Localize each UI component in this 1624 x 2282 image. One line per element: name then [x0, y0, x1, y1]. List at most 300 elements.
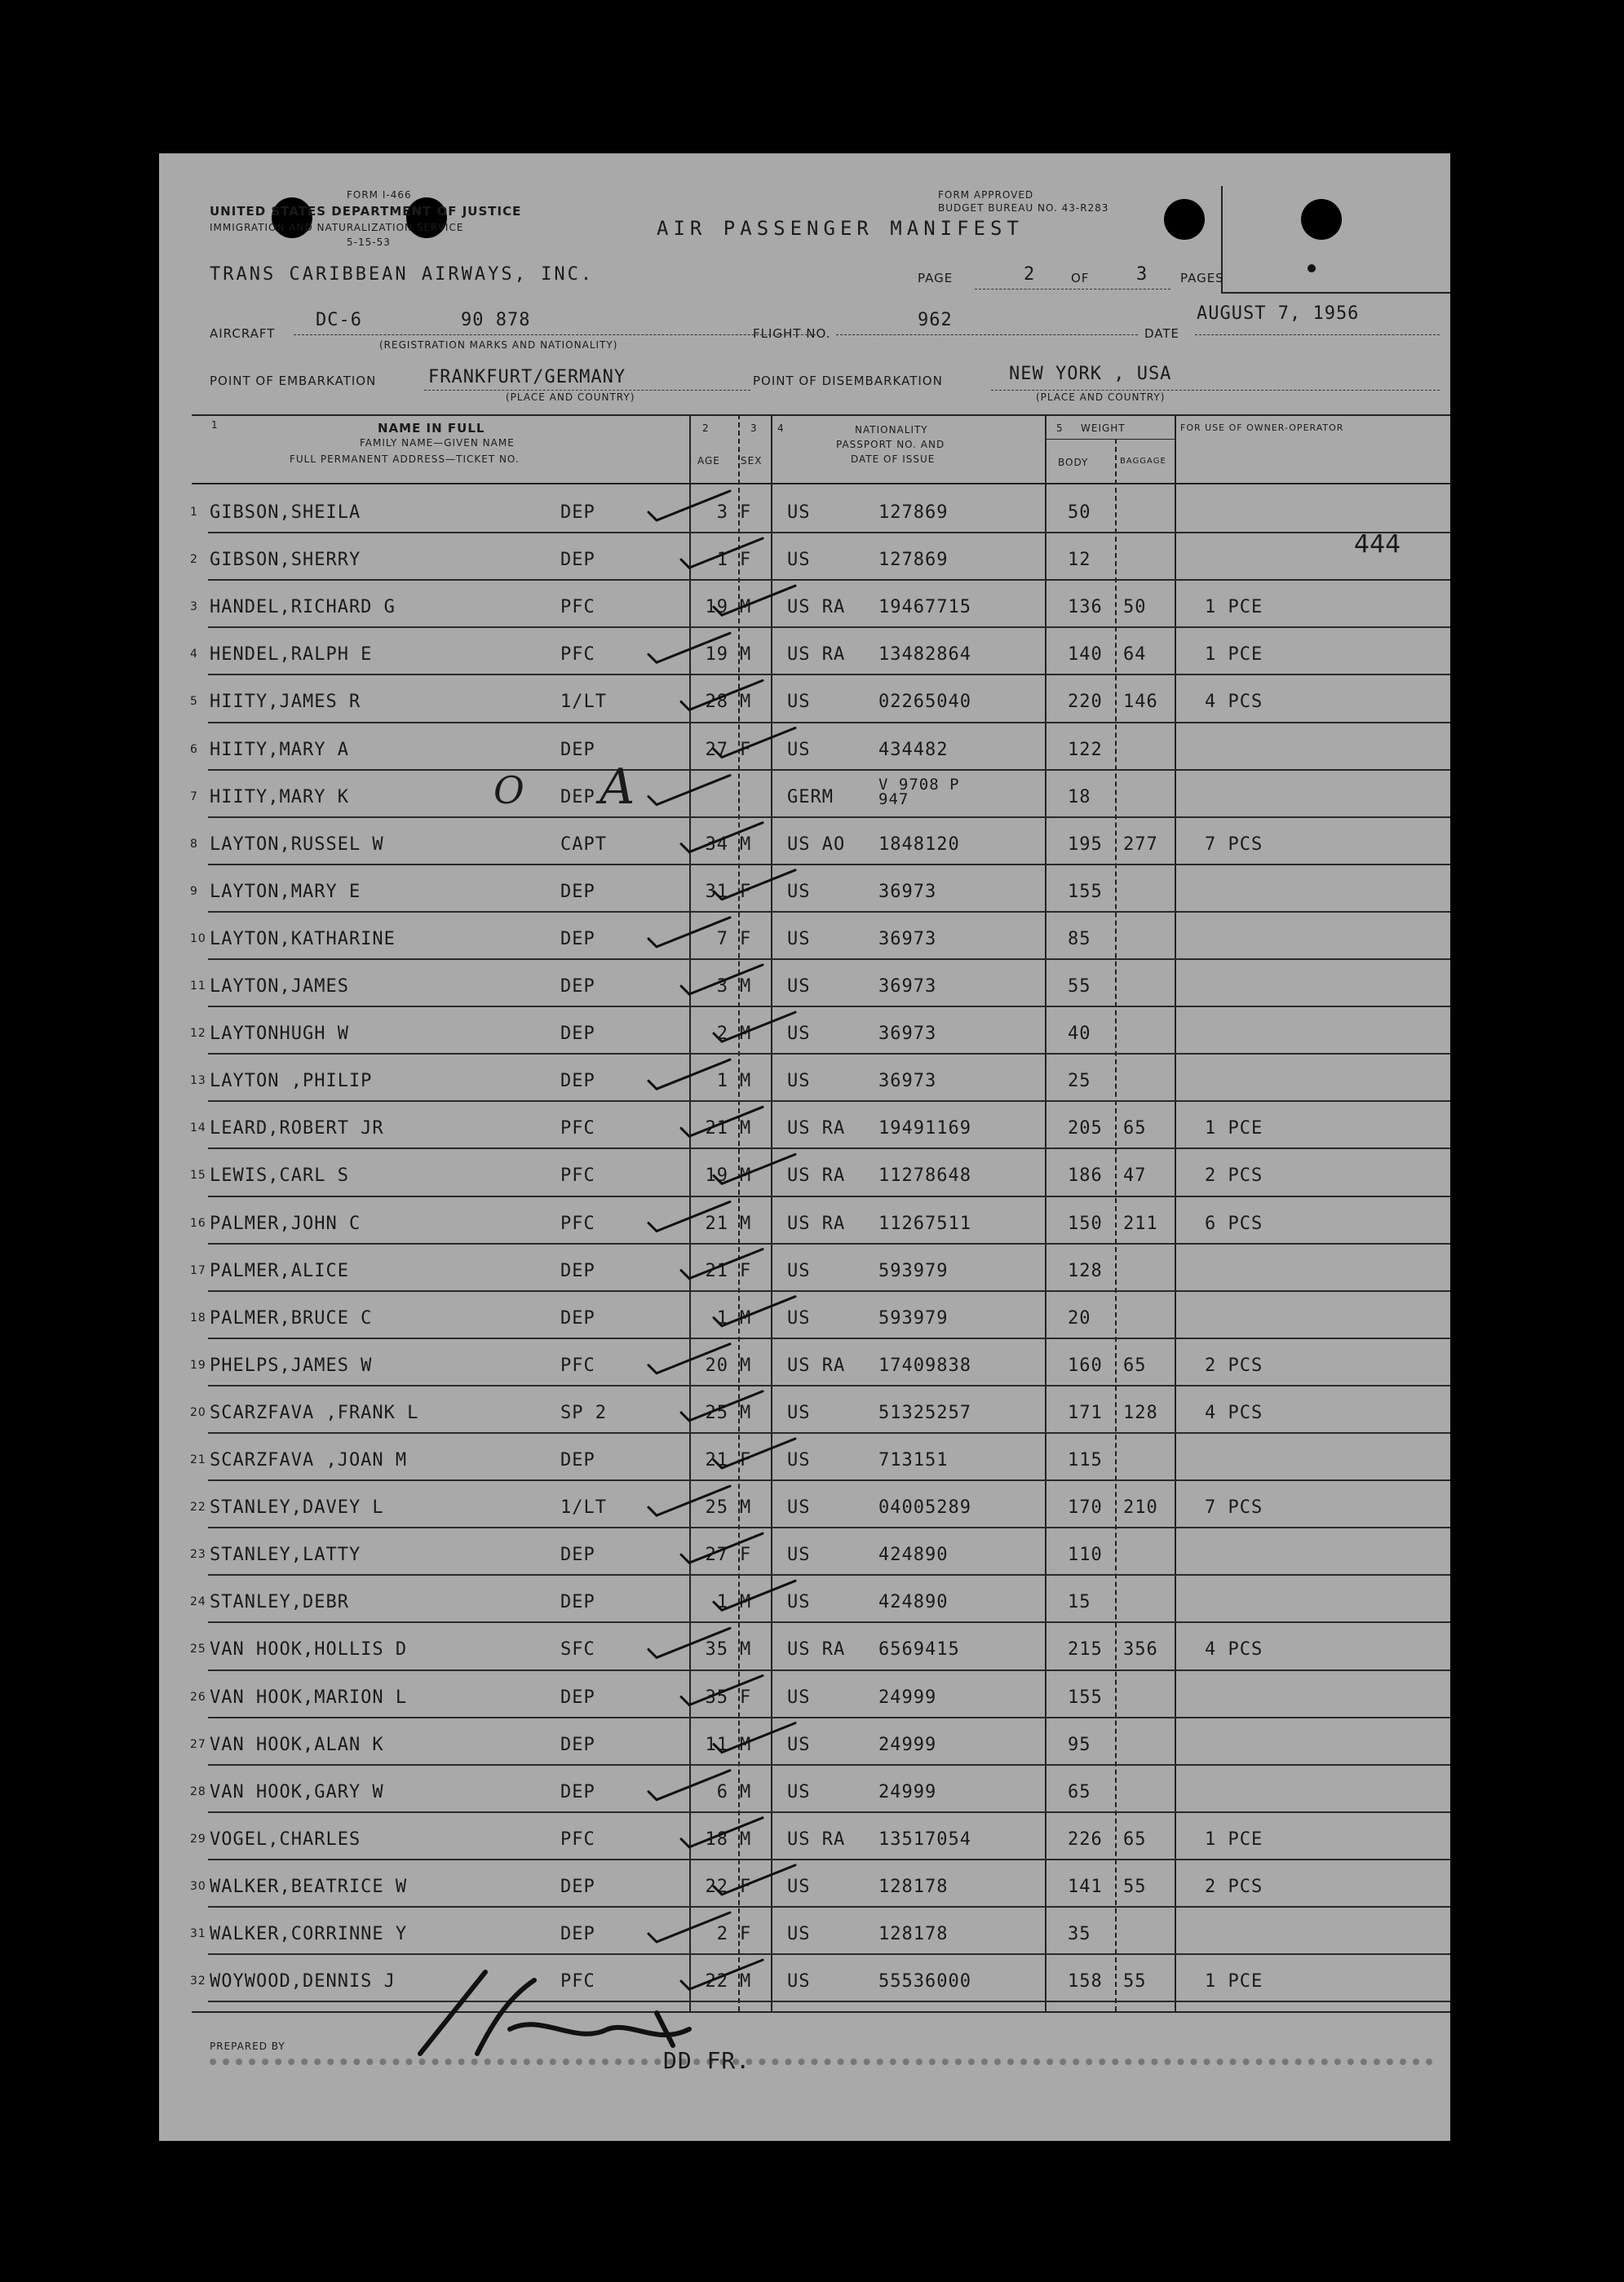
passenger-passport: 128178: [878, 1924, 949, 1944]
table-row: [159, 582, 1450, 630]
passenger-name: PALMER,ALICE: [210, 1260, 349, 1281]
row-number: 22: [190, 1501, 206, 1515]
form-date: 5-15-53: [347, 237, 391, 248]
body-weight: 18: [1068, 786, 1091, 807]
baggage-weight: 211: [1123, 1213, 1158, 1234]
row-separator: [208, 722, 1450, 723]
punch-hole: [1164, 199, 1205, 240]
passenger-passport: 04005289: [878, 1497, 971, 1519]
passenger-passport: 02265040: [878, 692, 971, 713]
underline: [424, 390, 750, 391]
passenger-status: PFC: [560, 1165, 595, 1187]
body-weight: 85: [1068, 928, 1091, 949]
passenger-status: PFC: [560, 1355, 595, 1376]
passenger-sex: F: [740, 1260, 752, 1281]
passenger-nationality: US: [787, 692, 811, 713]
passenger-nationality: US: [787, 1687, 811, 1708]
passenger-nationality: US: [787, 881, 811, 902]
table-row: [159, 962, 1450, 1009]
passenger-status: DEP: [560, 1592, 595, 1613]
body-weight: 158: [1068, 1971, 1103, 1992]
passenger-age: 22: [705, 1876, 728, 1897]
table-row: [159, 1815, 1450, 1862]
passenger-sex: M: [740, 1165, 752, 1187]
row-number: 30: [190, 1879, 206, 1893]
passenger-status: DEP: [560, 1924, 595, 1944]
passenger-sex: M: [740, 1307, 752, 1329]
passenger-name: LAYTON,KATHARINE: [210, 928, 396, 949]
passenger-name: HENDEL,RALPH E: [210, 644, 373, 666]
passenger-name: SCARZFAVA ,FRANK L: [210, 1402, 419, 1423]
passenger-nationality: US: [787, 1971, 811, 1992]
body-weight: 15: [1068, 1592, 1091, 1613]
col-4-subheader: DATE OF ISSUE: [851, 453, 936, 465]
baggage-weight: 55: [1123, 1876, 1147, 1897]
body-weight: 115: [1068, 1450, 1103, 1470]
passenger-passport: 127869: [878, 502, 949, 523]
baggage-weight: 356: [1123, 1639, 1158, 1661]
body-weight: 128: [1068, 1260, 1103, 1281]
col-2-number: 2: [702, 422, 710, 434]
col-4-subheader: PASSPORT NO. AND: [836, 439, 945, 450]
aircraft-label: AIRCRAFT: [210, 326, 276, 341]
body-weight: 160: [1068, 1355, 1103, 1376]
table-row: [159, 1767, 1450, 1815]
passenger-passport: 36973: [878, 1024, 937, 1045]
passenger-status: PFC: [560, 1971, 595, 1992]
body-weight: 20: [1068, 1307, 1091, 1329]
row-number: 29: [190, 1832, 206, 1846]
passenger-status: DEP: [560, 1876, 595, 1897]
passenger-sex: M: [740, 1829, 752, 1850]
row-number: 18: [190, 1311, 206, 1325]
passenger-name: LAYTON ,PHILIP: [210, 1071, 373, 1092]
passenger-sex: F: [740, 502, 752, 523]
passenger-passport: 24999: [878, 1687, 937, 1708]
passenger-age: 3: [716, 976, 728, 997]
passenger-age: 31: [705, 881, 728, 902]
passenger-status: DEP: [560, 1307, 595, 1329]
baggage-weight: 210: [1123, 1497, 1158, 1519]
passenger-nationality: GERM: [787, 786, 834, 807]
passenger-status: DEP: [560, 1450, 595, 1470]
passenger-age: 7: [716, 928, 728, 949]
baggage-weight: 65: [1123, 1355, 1147, 1376]
disembarkation-caption: (PLACE AND COUNTRY): [1036, 391, 1166, 403]
passenger-nationality: US: [787, 976, 811, 997]
baggage-pieces: 1 PCE: [1205, 597, 1263, 618]
passenger-nationality: US: [787, 1876, 811, 1897]
col-1-subheader: FAMILY NAME—GIVEN NAME: [360, 437, 515, 449]
passenger-age: 6: [716, 1781, 728, 1802]
passenger-sex: M: [740, 1639, 752, 1661]
row-number: 1: [190, 506, 198, 519]
body-weight: 136: [1068, 597, 1103, 618]
passenger-passport: 36973: [878, 1071, 937, 1092]
passenger-passport: 36973: [878, 881, 937, 902]
passenger-sex: M: [740, 1118, 752, 1139]
passenger-status: DEP: [560, 881, 595, 902]
passenger-name: LAYTON,RUSSEL W: [210, 834, 384, 855]
body-weight: 150: [1068, 1213, 1103, 1234]
passenger-nationality: US: [787, 1307, 811, 1329]
passenger-nationality: US RA: [787, 644, 846, 666]
page-number: 2: [1024, 264, 1036, 285]
body-weight: 195: [1068, 834, 1103, 855]
body-weight: 141: [1068, 1876, 1103, 1897]
table-row: [159, 1720, 1450, 1767]
passenger-name: HIITY,MARY K: [210, 786, 349, 807]
passenger-passport: 19467715: [878, 597, 971, 618]
passenger-age: 3: [716, 502, 728, 523]
passenger-sex: M: [740, 1971, 752, 1992]
passenger-age: 19: [705, 597, 728, 618]
body-weight: 25: [1068, 1071, 1091, 1092]
registration-caption: (REGISTRATION MARKS AND NATIONALITY): [379, 339, 618, 351]
row-separator: [208, 1479, 1450, 1481]
table-row: [159, 1103, 1450, 1151]
passenger-name: STANLEY,LATTY: [210, 1545, 361, 1566]
passenger-age: 2: [716, 1924, 728, 1944]
passenger-age: 21: [705, 1260, 728, 1281]
passenger-nationality: US AO: [787, 834, 846, 855]
circle-mark: O: [493, 768, 524, 812]
baggage-pieces: 4 PCS: [1205, 1639, 1263, 1661]
passenger-age: 11: [705, 1734, 728, 1755]
body-weight: 170: [1068, 1497, 1103, 1519]
row-number: 5: [190, 695, 198, 709]
table-row: [159, 914, 1450, 962]
row-number: 3: [190, 600, 198, 614]
passenger-age: 20: [705, 1355, 728, 1376]
row-number: 6: [190, 742, 198, 756]
passenger-age: 21: [705, 1118, 728, 1139]
baggage-pieces: 7 PCS: [1205, 1497, 1263, 1519]
passenger-status: SP 2: [560, 1402, 607, 1423]
row-number: 31: [190, 1927, 206, 1940]
flight-label: FLIGHT NO.: [753, 326, 831, 341]
row-separator: [208, 2001, 1450, 2002]
body-weight: 35: [1068, 1924, 1091, 1944]
row-separator: [208, 1527, 1450, 1528]
table-row: [159, 725, 1450, 772]
passenger-name: GIBSON,SHERRY: [210, 550, 361, 571]
passenger-sex: F: [740, 881, 752, 902]
passenger-status: SFC: [560, 1639, 595, 1661]
registration: 90 878: [461, 310, 531, 330]
passenger-status: PFC: [560, 644, 595, 666]
embarkation-caption: (PLACE AND COUNTRY): [506, 391, 635, 403]
passenger-status: DEP: [560, 928, 595, 949]
manifest-sheet: [159, 153, 1450, 2141]
passenger-age: 18: [705, 1829, 728, 1850]
table-row: [159, 1056, 1450, 1103]
baggage-weight: 65: [1123, 1829, 1147, 1850]
company-name: TRANS CARIBBEAN AIRWAYS, INC.: [210, 264, 595, 285]
row-separator: [208, 1338, 1450, 1339]
passenger-age: 28: [705, 692, 728, 713]
passenger-nationality: US RA: [787, 1355, 846, 1376]
passenger-passport: 19491169: [878, 1118, 971, 1139]
passenger-age: 1: [716, 550, 728, 571]
passenger-sex: M: [740, 644, 752, 666]
col-4-number: 4: [777, 422, 785, 434]
passenger-nationality: US: [787, 1024, 811, 1045]
passenger-sex: F: [740, 1450, 752, 1470]
table-row: [159, 488, 1450, 535]
baggage-weight: 50: [1123, 597, 1147, 618]
row-number: 25: [190, 1643, 206, 1656]
row-number: 23: [190, 1548, 206, 1562]
manifest-title: AIR PASSENGER MANIFEST: [657, 217, 1024, 240]
body-weight: 226: [1068, 1829, 1103, 1850]
underline: [836, 334, 1138, 335]
row-separator: [208, 1290, 1450, 1292]
row-number: 16: [190, 1216, 206, 1230]
table-row: [159, 1530, 1450, 1577]
body-weight: 140: [1068, 644, 1103, 666]
passenger-status: DEP: [560, 976, 595, 997]
passenger-passport: 127869: [878, 550, 949, 571]
body-weight: 171: [1068, 1402, 1103, 1423]
body-weight: 95: [1068, 1734, 1091, 1755]
passenger-age: 19: [705, 644, 728, 666]
row-separator: [208, 1669, 1450, 1671]
date-label: DATE: [1144, 326, 1180, 341]
table-header-rule: [192, 483, 1450, 484]
table-row: [159, 1435, 1450, 1483]
row-separator: [208, 1006, 1450, 1007]
passenger-name: WALKER,CORRINNE Y: [210, 1924, 408, 1944]
row-separator: [208, 864, 1450, 865]
row-number: 27: [190, 1737, 206, 1751]
row-separator: [208, 911, 1450, 913]
row-separator: [208, 1243, 1450, 1245]
underline: [294, 334, 816, 335]
table-row: [159, 1294, 1450, 1341]
body-weight: 155: [1068, 881, 1103, 902]
passenger-passport: 593979: [878, 1307, 949, 1329]
table-row: [159, 772, 1450, 820]
col-5a-header: BODY: [1058, 457, 1089, 468]
passenger-sex: M: [740, 597, 752, 618]
passenger-nationality: US: [787, 928, 811, 949]
body-weight: 215: [1068, 1639, 1103, 1661]
passenger-name: STANLEY,DAVEY L: [210, 1497, 384, 1519]
passenger-nationality: US: [787, 1071, 811, 1092]
passenger-age: 1: [716, 1307, 728, 1329]
baggage-pieces: 2 PCS: [1205, 1165, 1263, 1187]
row-separator: [208, 1100, 1450, 1102]
row-number: 11: [190, 980, 206, 993]
passenger-status: DEP: [560, 1024, 595, 1045]
passenger-sex: F: [740, 1687, 752, 1708]
disembarkation-place: NEW YORK , USA: [1009, 364, 1172, 384]
underline: [991, 390, 1440, 391]
embarkation-place: FRANKFURT/GERMANY: [428, 367, 626, 387]
row-separator: [208, 1432, 1450, 1434]
passenger-nationality: US: [787, 502, 811, 523]
row-number: 4: [190, 648, 198, 661]
row-number: 17: [190, 1263, 206, 1277]
passenger-name: PHELPS,JAMES W: [210, 1355, 373, 1376]
baggage-weight: 277: [1123, 834, 1158, 855]
passenger-sex: F: [740, 739, 752, 760]
table-row: [159, 1625, 1450, 1672]
passenger-nationality: US: [787, 1450, 811, 1470]
embarkation-label: POINT OF EMBARKATION: [210, 374, 377, 388]
passenger-age: 27: [705, 1545, 728, 1566]
body-weight: 50: [1068, 502, 1091, 523]
table-row: [159, 1009, 1450, 1056]
table-row: [159, 1341, 1450, 1388]
col-5-number: 5: [1056, 422, 1064, 434]
passenger-name: STANLEY,DEBR: [210, 1592, 349, 1613]
weight-subheader-rule: [1045, 439, 1175, 440]
passenger-age: 35: [705, 1639, 728, 1661]
row-number: 14: [190, 1121, 206, 1135]
col-5-header: WEIGHT: [1081, 422, 1126, 434]
row-separator: [208, 674, 1450, 675]
body-weight: 65: [1068, 1781, 1091, 1802]
passenger-nationality: US: [787, 739, 811, 760]
passenger-age: 34: [705, 834, 728, 855]
table-bottom-rule: [192, 2011, 1450, 2013]
passenger-age: 25: [705, 1402, 728, 1423]
passenger-age: 25: [705, 1497, 728, 1519]
table-row: [159, 820, 1450, 867]
flight-number: 962: [918, 310, 953, 330]
passenger-status: DEP: [560, 1260, 595, 1281]
baggage-pieces: 4 PCS: [1205, 692, 1263, 713]
passenger-name: SCARZFAVA ,JOAN M: [210, 1450, 408, 1470]
passenger-sex: M: [740, 1071, 752, 1092]
passenger-sex: M: [740, 1355, 752, 1376]
passenger-nationality: US: [787, 550, 811, 571]
passenger-status: DEP: [560, 550, 595, 571]
passenger-sex: M: [740, 692, 752, 713]
passenger-passport: 17409838: [878, 1355, 971, 1376]
passenger-nationality: US: [787, 1402, 811, 1423]
passenger-status: DEP: [560, 502, 595, 523]
passenger-passport: V 9708 P 947: [878, 775, 960, 808]
passenger-sex: M: [740, 834, 752, 855]
col-2-header: AGE: [697, 455, 720, 467]
row-number: 19: [190, 1358, 206, 1372]
passenger-passport: 13482864: [878, 644, 971, 666]
margin-note: 444: [1354, 530, 1401, 559]
prepared-by-label: PREPARED BY: [210, 2041, 285, 2052]
baggage-pieces: 4 PCS: [1205, 1402, 1263, 1423]
table-row: [159, 1388, 1450, 1435]
passenger-name: HIITY,JAMES R: [210, 692, 361, 713]
passenger-sex: M: [740, 1402, 752, 1423]
passenger-passport: 424890: [878, 1592, 949, 1613]
body-weight: 220: [1068, 692, 1103, 713]
passenger-age: 2: [716, 1024, 728, 1045]
corner-box-line: [1221, 292, 1450, 294]
table-row: [159, 1246, 1450, 1294]
body-weight: 155: [1068, 1687, 1103, 1708]
row-number: 9: [190, 884, 198, 898]
underline: [975, 289, 1170, 290]
row-separator: [208, 1859, 1450, 1860]
passenger-status: DEP: [560, 1781, 595, 1802]
baggage-pieces: 7 PCS: [1205, 834, 1263, 855]
col-1-number: 1: [211, 419, 219, 431]
agency-line-2: IMMIGRATION AND NATURALIZATION SERVICE: [210, 222, 464, 233]
pages-label: PAGES: [1180, 271, 1224, 285]
flight-date: AUGUST 7, 1956: [1197, 303, 1360, 324]
passenger-sex: F: [740, 928, 752, 949]
passenger-status: 1/LT: [560, 692, 607, 713]
baggage-weight: 55: [1123, 1971, 1147, 1992]
table-row: [159, 1577, 1450, 1625]
table-row: [159, 1199, 1450, 1246]
body-weight: 186: [1068, 1165, 1103, 1187]
passenger-nationality: US RA: [787, 1639, 846, 1661]
row-separator: [208, 1053, 1450, 1055]
passenger-nationality: US: [787, 1734, 811, 1755]
passenger-passport: 24999: [878, 1734, 937, 1755]
disembarkation-label: POINT OF DISEMBARKATION: [753, 374, 943, 388]
row-separator: [208, 1811, 1450, 1813]
baggage-pieces: 2 PCS: [1205, 1876, 1263, 1897]
passenger-nationality: US RA: [787, 1118, 846, 1139]
passenger-passport: 36973: [878, 928, 937, 949]
passenger-status: PFC: [560, 1829, 595, 1850]
table-row: [159, 1483, 1450, 1530]
passenger-name: VOGEL,CHARLES: [210, 1829, 361, 1850]
baggage-pieces: 1 PCE: [1205, 1971, 1263, 1992]
row-number: 15: [190, 1169, 206, 1183]
passenger-status: CAPT: [560, 834, 607, 855]
row-separator: [208, 1717, 1450, 1718]
table-row: [159, 1862, 1450, 1909]
passenger-age: 1: [716, 1071, 728, 1092]
passenger-status: PFC: [560, 1118, 595, 1139]
passenger-name: LAYTONHUGH W: [210, 1024, 349, 1045]
row-number: 7: [190, 789, 198, 803]
col-3-header: SEX: [741, 455, 763, 467]
table-row: [159, 535, 1450, 582]
passenger-name: WOYWOOD,DENNIS J: [210, 1971, 396, 1992]
baggage-weight: 65: [1123, 1118, 1147, 1139]
passenger-age: 22: [705, 1971, 728, 1992]
passenger-sex: F: [740, 1876, 752, 1897]
passenger-status: DEP: [560, 1687, 595, 1708]
col-1-subheader: FULL PERMANENT ADDRESS—TICKET NO.: [290, 453, 520, 465]
passenger-name: VAN HOOK,ALAN K: [210, 1734, 384, 1755]
body-weight: 55: [1068, 976, 1091, 997]
row-separator: [208, 1953, 1450, 1955]
row-separator: [208, 532, 1450, 533]
row-separator: [208, 579, 1450, 581]
passenger-name: PALMER,BRUCE C: [210, 1307, 373, 1329]
passenger-status: DEP: [560, 739, 595, 760]
underline: [1195, 334, 1440, 335]
baggage-pieces: 2 PCS: [1205, 1355, 1263, 1376]
page-label: PAGE: [918, 271, 954, 285]
row-separator: [208, 1764, 1450, 1766]
passenger-nationality: US RA: [787, 1213, 846, 1234]
passenger-status: PFC: [560, 1213, 595, 1234]
row-number: 12: [190, 1027, 206, 1041]
passenger-passport: 11267511: [878, 1213, 971, 1234]
passenger-nationality: US: [787, 1260, 811, 1281]
table-row: [159, 1957, 1450, 2004]
row-separator: [208, 1196, 1450, 1197]
